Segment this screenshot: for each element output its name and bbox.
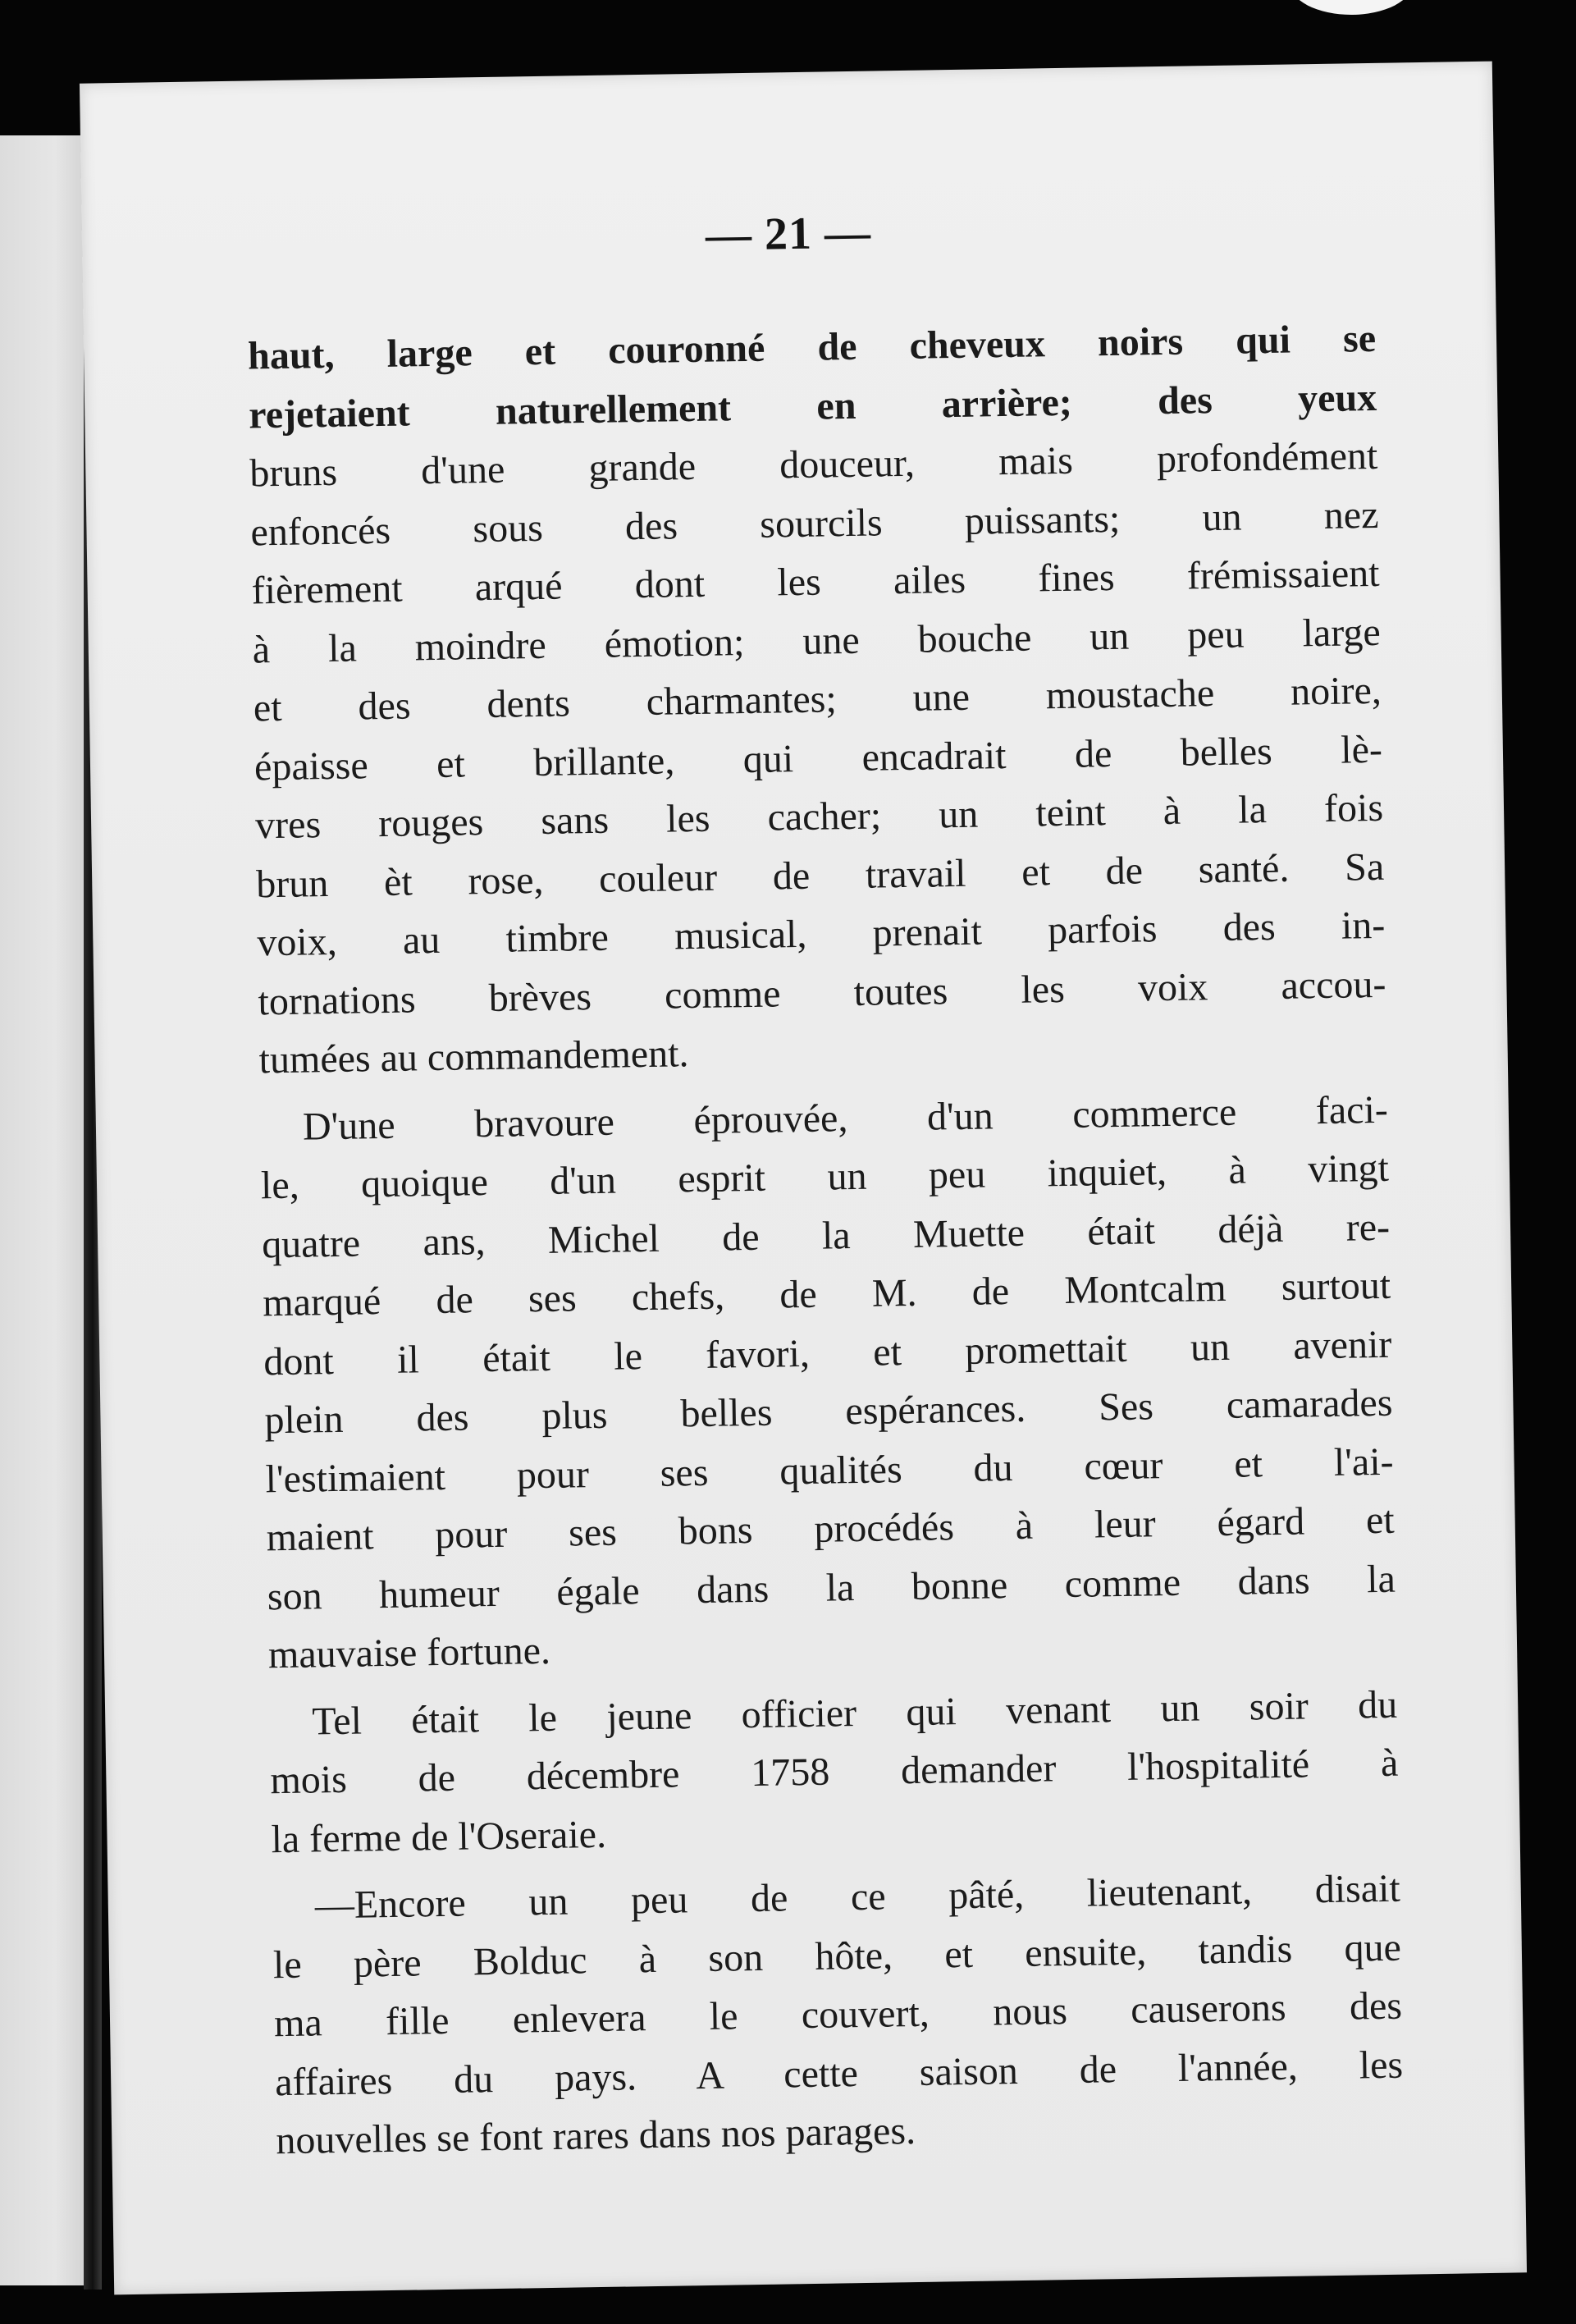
- text-line: mauvaise fortune.: [267, 1628, 551, 1677]
- text-line: tornations brèves comme toutes les voix accou-: [258, 962, 1386, 1023]
- text-line: à la moindre émotion; une bouche un peu large: [252, 610, 1382, 671]
- text-line: la ferme de l'Oseraie.: [271, 1812, 607, 1861]
- text-line: maient pour ses bons procédés à leur égard et: [266, 1498, 1396, 1560]
- paragraph: [272, 1860, 1404, 2171]
- text-line: voix, au timbre musical, prenait parfois des in-: [257, 903, 1386, 965]
- paragraph: [248, 309, 1387, 1090]
- text-line: enfoncés sous des sourcils puissants; un nez: [250, 492, 1379, 554]
- text-line: épaisse et brillante, qui encadrait de belles lè-: [254, 727, 1383, 789]
- text-line: rejetaient naturellement en arrière; des yeux: [248, 375, 1377, 437]
- text-line: —Encore un peu de ce pâté, lieutenant, disait: [314, 1866, 1401, 1928]
- book-page: [80, 62, 1527, 2295]
- body-text: [248, 309, 1405, 2179]
- text-line: dont il était le favori, et promettait un avenir: [263, 1322, 1392, 1384]
- paragraph: [259, 1080, 1396, 1685]
- text-line: nouvelles se font rares dans nos parages.: [275, 2108, 916, 2163]
- text-line: brun èt rose, couleur de travail et de santé. Sa: [255, 844, 1385, 906]
- text-line: D'une bravoure éprouvée, d'un commerce faci-: [302, 1087, 1389, 1149]
- text-line: et des dents charmantes; une moustache noire,: [253, 668, 1382, 730]
- text-line: quatre ans, Michel de la Muette était déjà re-: [261, 1205, 1391, 1266]
- text-line: tumées au commandement.: [258, 1032, 689, 1082]
- text-line: bruns d'une grande douceur, mais profondément: [249, 433, 1378, 496]
- text-line: affaires du pays. A cette saison de l'année, les: [274, 2043, 1404, 2104]
- text-line: marqué de ses chefs, de M. de Montcalm surtout: [262, 1263, 1391, 1325]
- text-line: son humeur égale dans la bonne comme dans la: [267, 1557, 1396, 1618]
- text-line: ma fille enlevera le couvert, nous causerons des: [273, 1983, 1403, 2046]
- scan-artifact: [1290, 0, 1413, 15]
- text-line: Tel était le jeune officier qui venant un soir du: [311, 1682, 1398, 1743]
- text-line: plein des plus belles espérances. Ses camarades: [264, 1380, 1393, 1443]
- previous-page-edge: [0, 135, 92, 2285]
- text-line: l'estimaient pour ses qualités du cœur et l'ai-: [265, 1439, 1394, 1501]
- text-line: le père Bolduc à son hôte, et ensuite, tandis que: [272, 1925, 1402, 1987]
- text-line: vres rouges sans les cacher; un teint à la fois: [254, 785, 1384, 848]
- text-line: fièrement arqué dont les ailes fines frémissaient: [251, 551, 1380, 613]
- text-line: mois de décembre 1758 demander l'hospitalité à: [270, 1741, 1399, 1803]
- text-line: le, quoique d'un esprit un peu inquiet, à vingt: [260, 1146, 1390, 1208]
- text-line: haut, large et couronné de cheveux noirs qui se: [247, 316, 1377, 378]
- page-number: — 21 —: [705, 207, 872, 261]
- paragraph: [269, 1675, 1400, 1869]
